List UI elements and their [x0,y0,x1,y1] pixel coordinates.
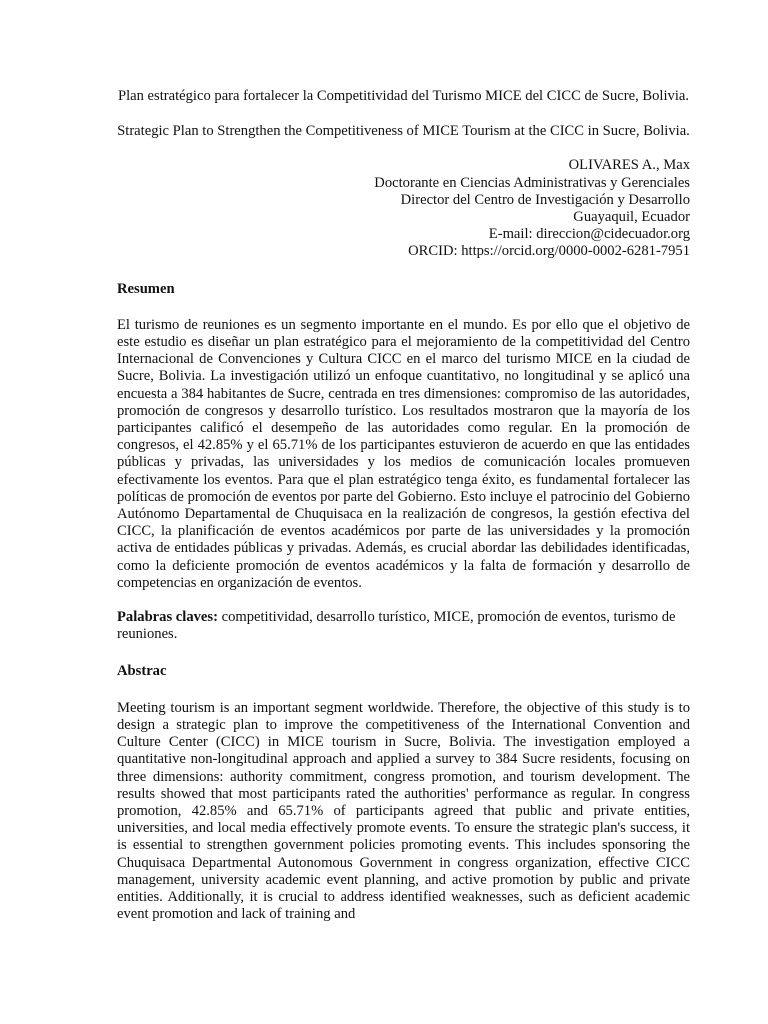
author-name: OLIVARES A., Max [568,157,690,174]
author-degree: Doctorante en Ciencias Administrativas y Gerenciales [374,174,690,191]
paper-title-spanish: Plan estratégico para fortalecer la Competitividad del Turismo MICE del CICC de Sucre, Bolivia. [117,88,690,104]
author-position: Director del Centro de Investigación y Desarrollo [400,191,690,208]
author-orcid: ORCID: https://orcid.org/0000-0002-6281-7951 [408,243,690,260]
paper-title-english: Strategic Plan to Strengthen the Competitiveness of MICE Tourism at the CICC in Sucre, Bolivia. [117,123,690,140]
paper-page [117,88,690,923]
keywords-text: competitividad, desarrollo turístico, MICE, promoción de eventos, turismo de reuniones. [117,609,676,643]
abstract-body: Meeting tourism is an important segment worldwide. Therefore, the objective of this study is to design a strategic plan to improve the competitiveness of the International Convention and Culture Center (CICC) in MICE tourism in Sucre, Bolivia. The investigation employed a quantitative non-longitudinal approach and applied a survey to 384 Sucre residents, focusing on three dimensions: authority commitment, congress promotion, and tourism development. The results showed that most participants rated the authorities' performance as regular. In congress promotion, 42.85% and 65.71% of participants agreed that public and private entities, universities, and local media effectively promote events. To ensure the strategic plan's success, it is essential to strengthen government policies promoting events. This includes sponsoring the Chuquisaca Departmental Autonomous Government in congress organization, effective CICC management, university academic event planning, and active promotion by public and private entities. Additionally, it is crucial to address identified weaknesses, such as deficient academic event promotion and lack of training and [117,699,690,923]
resumen-body: El turismo de reuniones es un segmento importante en el mundo. Es por ello que el objetivo de este estudio es diseñar un plan estratégico para el mejoramiento de la competitividad del Centro Internacional de Convenciones y Cultura CICC en el marco del turismo MICE en la ciudad de Sucre, Bolivia. La investigación utilizó un enfoque cuantitativo, no longitudinal y se aplicó una encuesta a 384 habitantes de Sucre, centrada en tres dimensiones: compromiso de las autoridades, promoción de congresos y desarrollo turístico. Los resultados mostraron que la mayoría de los participantes calificó el desempeño de las autoridades como regular. En la promoción de congresos, el 42.85% y el 65.71% de los participantes estuvieron de acuerdo en que las entidades públicas y privadas, las universidades y los medios de comunicación locales promueven efectivamente los eventos. Para que el plan estratégico tenga éxito, es fundamental fortalecer las políticas de promoción de eventos por parte del Gobierno. Esto incluye el patrocinio del Gobierno Autónomo Departamental de Chuquisaca en la realización de congresos, la gestión efectiva del CICC, la planificación de eventos académicos por parte de las universidades y la promoción activa de entidades públicas y privadas. Además, es crucial abordar las debilidades identificadas, como la deficiente promoción de eventos académicos y la falta de formación y desarrollo de competencias en organización de eventos. [117,316,690,591]
keywords-label: Palabras claves: [117,609,218,626]
keywords [117,609,690,643]
abstract-heading: Abstrac [117,663,167,680]
resumen-heading: Resumen [117,280,175,297]
author-email: E-mail: direccion@cidecuador.org [488,226,690,243]
author-location: Guayaquil, Ecuador [573,209,690,226]
author-block [117,157,690,260]
